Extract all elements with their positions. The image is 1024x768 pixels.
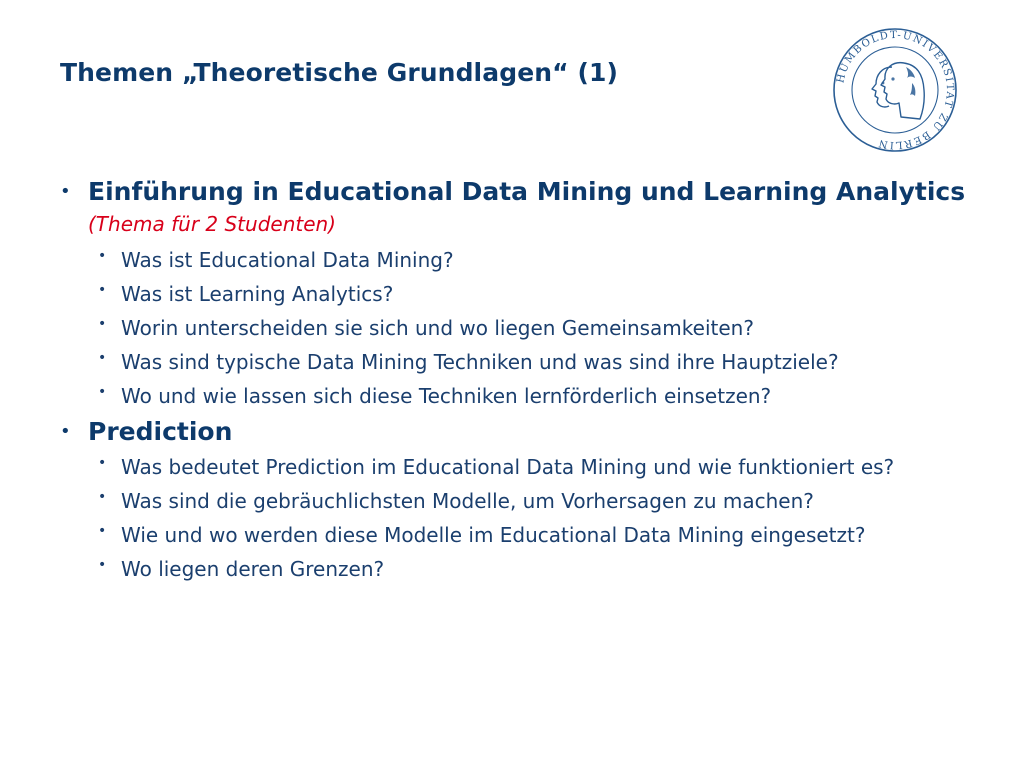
university-seal-icon xyxy=(832,27,958,153)
list-item-text: Was sind die gebräuchlichsten Modelle, um Vorhersagen zu machen? xyxy=(121,489,814,513)
bullet-icon: • xyxy=(98,316,107,332)
subtopic-list xyxy=(88,246,980,410)
bullet-icon: • xyxy=(98,523,107,539)
list-item-text: Was bedeutet Prediction im Educational Data Mining und wie funktioniert es? xyxy=(121,455,895,479)
bullet-icon: • xyxy=(98,489,107,505)
list-item-text: Was ist Educational Data Mining? xyxy=(121,248,454,272)
topic-heading xyxy=(88,176,980,240)
list-item xyxy=(88,555,980,583)
topic-edm-learning-analytics xyxy=(60,176,980,410)
list-item xyxy=(88,453,980,481)
list-item-text: Worin unterscheiden sie sich und wo liegen Gemeinsamkeiten? xyxy=(121,316,754,340)
seal-text: HUMBOLDT-UNIVERSITÄT ZU BERLIN xyxy=(835,29,956,151)
list-item-text: Wo liegen deren Grenzen? xyxy=(121,557,385,581)
bullet-icon: • xyxy=(98,282,107,298)
topic-title: Einführung in Educational Data Mining und Learning Analytics xyxy=(88,177,966,206)
subtopic-list xyxy=(88,453,980,583)
bullet-icon: • xyxy=(98,455,107,471)
topic-note: (Thema für 2 Studenten) xyxy=(88,212,336,236)
bullet-icon: • xyxy=(60,181,71,202)
bullet-icon: • xyxy=(98,557,107,573)
bullet-icon: • xyxy=(60,421,71,442)
slide-content xyxy=(60,176,980,589)
bullet-icon: • xyxy=(98,384,107,400)
list-item xyxy=(88,487,980,515)
topic-heading xyxy=(88,416,980,447)
list-item xyxy=(88,521,980,549)
list-item xyxy=(88,382,980,410)
list-item-text: Wo und wie lassen sich diese Techniken lernförderlich einsetzen? xyxy=(121,384,772,408)
list-item-text: Was sind typische Data Mining Techniken und was sind ihre Hauptziele? xyxy=(121,350,839,374)
list-item xyxy=(88,280,980,308)
bullet-icon: • xyxy=(98,350,107,366)
topic-prediction xyxy=(60,416,980,583)
bullet-icon: • xyxy=(98,248,107,264)
list-item xyxy=(88,314,980,342)
slide-title: Themen „Theoretische Grundlagen“ (1) xyxy=(60,58,619,87)
topic-title: Prediction xyxy=(88,417,233,446)
list-item xyxy=(88,246,980,274)
list-item-text: Was ist Learning Analytics? xyxy=(121,282,394,306)
list-item xyxy=(88,348,980,376)
list-item-text: Wie und wo werden diese Modelle im Educational Data Mining eingesetzt? xyxy=(121,523,866,547)
